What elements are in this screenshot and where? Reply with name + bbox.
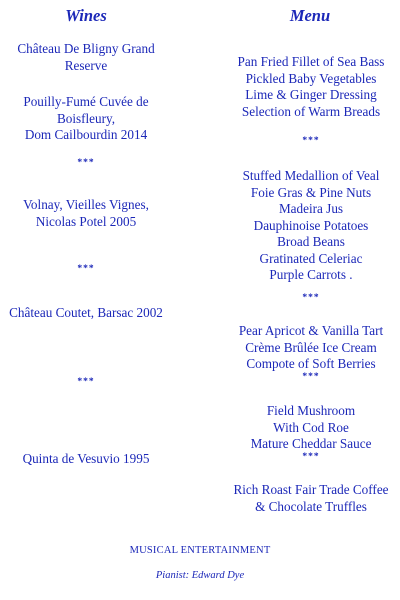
- separator-stars: ***: [77, 158, 95, 168]
- menu-line: With Cod Roe: [273, 419, 349, 435]
- wine-line: Château De Bligny Grand: [17, 41, 155, 56]
- menu-line: Selection of Warm Breads: [241, 103, 381, 119]
- menu-line: Stuffed Medallion of Veal: [242, 168, 380, 183]
- separator-stars: ***: [302, 372, 320, 382]
- wine-line: Reserve: [64, 57, 108, 73]
- wine-item-5: [0, 451, 172, 468]
- menu-course-1: [213, 54, 400, 120]
- separator-stars: ***: [302, 136, 320, 146]
- menu-line: Crème Brûlée Ice Cream: [245, 339, 377, 355]
- musical-entertainment-title: MUSICAL ENTERTAINMENT: [129, 545, 271, 556]
- menu-line: Lime & Ginger Dressing: [245, 87, 377, 102]
- wine-item-4: [0, 305, 172, 322]
- menu-line: Pickled Baby Vegetables: [245, 70, 377, 86]
- wine-line: Château Coutet, Barsac 2002: [9, 305, 163, 320]
- menu-line: & Chocolate Truffles: [255, 498, 367, 514]
- separator-stars: ***: [302, 452, 320, 462]
- wine-line: Quinta de Vesuvio 1995: [22, 451, 150, 466]
- wines-heading: Wines: [65, 6, 107, 25]
- separator-stars: ***: [302, 293, 320, 303]
- menu-line: Rich Roast Fair Trade Coffee: [233, 482, 389, 497]
- menu-line: Compote of Soft Berries: [246, 356, 376, 371]
- wine-line: Pouilly-Fumé Cuvée de: [23, 94, 149, 109]
- menu-line: Mature Cheddar Sauce: [250, 436, 372, 451]
- menu-line: Purple Carrots .: [269, 267, 353, 282]
- wine-item-3: [0, 197, 172, 230]
- menu-line: Pan Fried Fillet of Sea Bass: [237, 54, 385, 69]
- menu-line: Broad Beans: [277, 234, 345, 249]
- menu-line: Field Mushroom: [266, 403, 356, 418]
- wine-line: Dom Cailbourdin 2014: [24, 127, 148, 142]
- menu-course-4: [213, 403, 400, 453]
- menu-line: Gratinated Celeriac: [259, 250, 363, 266]
- menu-heading: Menu: [289, 6, 331, 25]
- pianist-credit: Pianist: Edward Dye: [155, 570, 245, 581]
- separator-stars: ***: [77, 264, 95, 274]
- menu-line: Madeira Jus: [278, 201, 344, 216]
- menu-course-3: [213, 323, 400, 373]
- menu-line: Pear Apricot & Vanilla Tart: [238, 323, 384, 338]
- menu-course-2: [213, 168, 400, 284]
- wine-line: Volnay, Vieilles Vignes,: [23, 197, 149, 212]
- menu-line: Dauphinoise Potatoes: [253, 217, 369, 233]
- wine-item-2: [0, 94, 172, 144]
- wine-line: Boisfleury,: [56, 110, 116, 126]
- wine-item-1: [0, 41, 172, 74]
- wine-line: Nicolas Potel 2005: [35, 213, 137, 229]
- menu-course-5: [213, 482, 400, 515]
- separator-stars: ***: [77, 377, 95, 387]
- menu-line: Foie Gras & Pine Nuts: [250, 184, 372, 200]
